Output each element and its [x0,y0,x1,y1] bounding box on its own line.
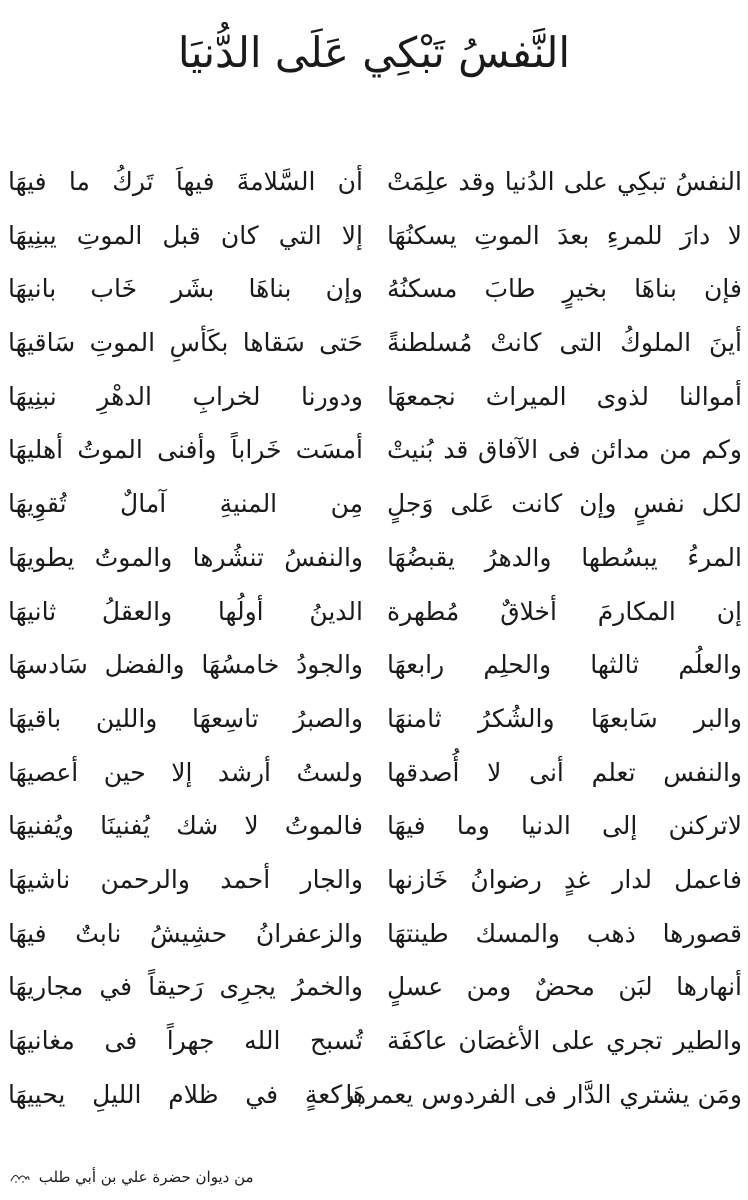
verse-first-hemistich: إن المكارمَ أخلاقٌ مُطهرة [387,596,742,626]
verse-second-hemistich: فالموتُ لا شك يُفنينَا ويُفنيهَا [8,811,363,841]
verse-couplet [0,853,748,907]
verse-first-hemistich: أنهارها لبَن محضٌ ومن عسلٍ [387,972,742,1002]
verse-couplet [0,585,748,639]
verse-first-hemistich: فاعمل لدار غدٍ رضوانُ خَازنها [387,864,742,894]
verse-second-hemistich: مِن المنيةِ آمالٌ تُقوِيهَا [8,489,363,519]
verse-first-hemistich: وكم من مدائن فى الآفاق قد بُنيتْ [387,435,742,465]
honorific-icon [10,1172,30,1184]
verse-couplet [0,638,748,692]
verse-couplet [0,370,748,424]
verse-couplet [0,477,748,531]
verse-first-hemistich: أينَ الملوكُ التى كانتْ مُسلطنةً [387,328,742,358]
verse-couplet [0,262,748,316]
verse-second-hemistich: والجودُ خامسُهَا والفضل سَادسهَا [8,650,363,680]
verse-second-hemistich: إلا التي كان قبل الموتِ يبنِيهَا [8,220,363,250]
verse-second-hemistich: ودورنا لخرابِ الدهْرِ نبنِيهَا [8,381,363,411]
verse-second-hemistich: ولستُ أرشد إلا حين أعصيهَا [8,757,363,787]
verse-couplet [0,1068,748,1122]
verse-first-hemistich: لاتركنن إلى الدنيا وما فيهَا [387,811,742,841]
verse-couplet [0,423,748,477]
verse-second-hemistich: حَتى سَقاها بكَأسِ الموتِ سَاقيهَا [8,328,363,358]
poem-verses [0,155,748,1121]
verse-second-hemistich: الدينُ أولُها والعقلُ ثانيهَا [8,596,363,626]
verse-first-hemistich: والبر سَابعهَا والشُكرُ ثامنهَا [387,703,742,733]
verse-second-hemistich: وإن بناهَا بشَر خَاب بانيهَا [8,274,363,304]
verse-first-hemistich: قصورها ذهب والمسك طينتهَا [387,918,742,948]
verse-second-hemistich: والنفسُ تنشُرها والموتُ يطويهَا [8,542,363,572]
source-text: من ديوان حضرة علي بن أبي طلب [38,1168,254,1186]
verse-couplet [0,155,748,209]
verse-couplet [0,907,748,961]
verse-first-hemistich: فإن بناهَا بخيرٍ طابَ مسكنُهُ [387,274,742,304]
verse-first-hemistich: ومَن يشتري الدَّار فى الفردوس يعمرهَا [345,1079,742,1109]
verse-couplet [0,209,748,263]
verse-first-hemistich: والعلُم ثالثها والحلِم رابعهَا [387,650,742,680]
verse-second-hemistich: بركعةٍ في ظلام الليلِ يحييهَا [8,1079,363,1109]
poem-title: النَّفسُ تَبْكِي عَلَى الدُّنيَا [177,28,571,77]
verse-couplet [0,746,748,800]
verse-second-hemistich: تُسبح الله جهراً فى مغانيهَا [8,1026,363,1055]
verse-couplet [0,799,748,853]
verse-first-hemistich: المرءُ يبسُطها والدهرُ يقبضُهَا [387,542,742,572]
verse-couplet [0,692,748,746]
verse-second-hemistich: والزعفرانُ حشِيشُ نابتٌ فيهَا [8,918,363,948]
verse-first-hemistich: لا دارَ للمرءِ بعدَ الموتِ يسكنُهَا [387,220,742,250]
verse-couplet [0,531,748,585]
verse-first-hemistich: النفسُ تبكِي على الدُنيا وقد علِمَتْ [387,167,742,196]
verse-first-hemistich: والنفس تعلم أنى لا أُصدقها [387,757,742,787]
verse-couplet [0,960,748,1014]
verse-couplet [0,1014,748,1068]
verse-second-hemistich: أن السَّلامةَ فيهاَ تَركُ ما فيهَا [8,167,363,196]
verse-second-hemistich: والصبرُ تاسِعهَا واللين باقيهَا [8,703,363,733]
verse-first-hemistich: أموالنا لذوى الميراث نجمعهَا [387,381,742,411]
verse-couplet [0,316,748,370]
verse-second-hemistich: والخمرُ يجرِى رَحيقاً في مجاريهَا [8,972,363,1002]
verse-first-hemistich: والطير تجري على الأغصَان عاكفَة [387,1026,742,1055]
verse-second-hemistich: أمسَت خَراباً وأفنى الموتُ أهليهَا [8,435,363,465]
source-attribution [10,1168,254,1186]
verse-second-hemistich: والجار أحمد والرحمن ناشيهَا [8,864,363,894]
verse-first-hemistich: لكل نفسٍ وإن كانت عَلى وَجلٍ [387,489,742,519]
